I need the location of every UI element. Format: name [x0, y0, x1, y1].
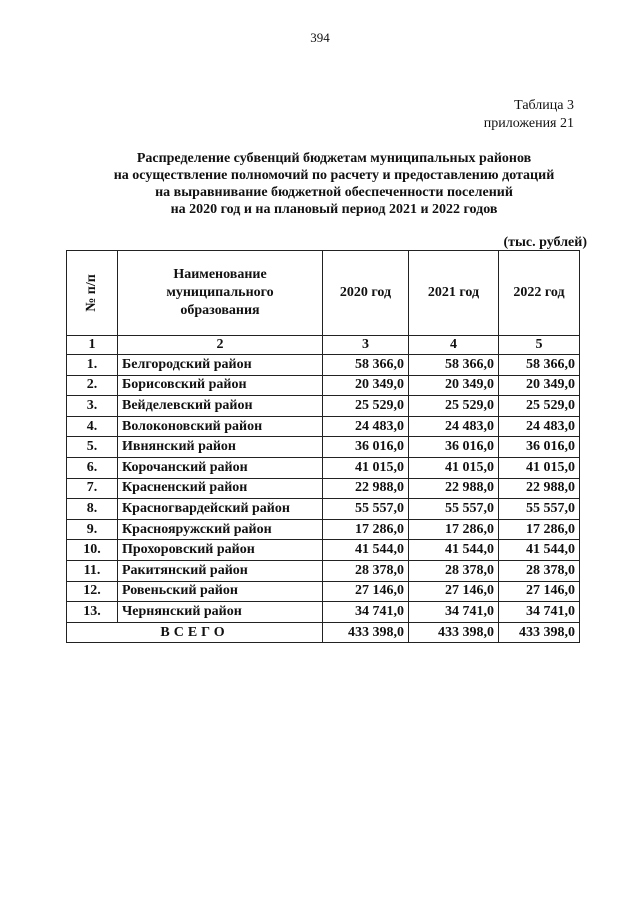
header-2020: 2020 год [323, 251, 409, 336]
header-name-line-2: муниципального [166, 285, 274, 300]
value-2022: 25 529,0 [499, 396, 580, 417]
district-name: Вейделевский район [118, 396, 323, 417]
table-row [67, 375, 580, 396]
value-2021: 28 378,0 [409, 560, 499, 581]
value-2020: 34 741,0 [323, 602, 409, 623]
subventions-table [66, 250, 580, 643]
table-row [67, 499, 580, 520]
row-number: 6. [67, 457, 118, 478]
table-row [67, 457, 580, 478]
value-2021: 27 146,0 [409, 581, 499, 602]
value-2021: 24 483,0 [409, 416, 499, 437]
table-reference [484, 97, 574, 133]
row-number: 13. [67, 602, 118, 623]
district-name: Волоконовский район [118, 416, 323, 437]
row-number: 9. [67, 519, 118, 540]
column-number: 1 [67, 336, 118, 355]
table-row [67, 560, 580, 581]
value-2020: 27 146,0 [323, 581, 409, 602]
value-2020: 36 016,0 [323, 437, 409, 458]
table-row [67, 478, 580, 499]
value-2022: 36 016,0 [499, 437, 580, 458]
row-number: 4. [67, 416, 118, 437]
title-line-4: на 2020 год и на плановый период 2021 и 2022 годов [170, 202, 498, 217]
district-name: Корочанский район [118, 457, 323, 478]
value-2022: 41 544,0 [499, 540, 580, 561]
value-2021: 22 988,0 [409, 478, 499, 499]
district-name: Ивнянский район [118, 437, 323, 458]
header-name-line-1: Наименование [173, 267, 267, 282]
value-2020: 22 988,0 [323, 478, 409, 499]
table-row [67, 396, 580, 417]
row-number: 10. [67, 540, 118, 561]
total-row [67, 622, 580, 643]
value-2020: 41 544,0 [323, 540, 409, 561]
header-name-line-3: образования [180, 303, 260, 318]
value-2020: 55 557,0 [323, 499, 409, 520]
value-2020: 28 378,0 [323, 560, 409, 581]
value-2020: 24 483,0 [323, 416, 409, 437]
district-name: Ровеньский район [118, 581, 323, 602]
header-num [67, 251, 118, 336]
district-name: Ракитянский район [118, 560, 323, 581]
row-number: 3. [67, 396, 118, 417]
title-line-3: на выравнивание бюджетной обеспеченности поселений [155, 185, 513, 200]
row-number: 5. [67, 437, 118, 458]
value-2022: 24 483,0 [499, 416, 580, 437]
document-title [40, 150, 628, 218]
table-row [67, 602, 580, 623]
value-2021: 41 015,0 [409, 457, 499, 478]
column-number: 2 [118, 336, 323, 355]
value-2021: 58 366,0 [409, 355, 499, 376]
district-name: Прохоровский район [118, 540, 323, 561]
row-number: 12. [67, 581, 118, 602]
value-2021: 41 544,0 [409, 540, 499, 561]
value-2020: 58 366,0 [323, 355, 409, 376]
row-number: 11. [67, 560, 118, 581]
value-2022: 20 349,0 [499, 375, 580, 396]
district-name: Краснояружский район [118, 519, 323, 540]
value-2022: 58 366,0 [499, 355, 580, 376]
district-name: Белгородский район [118, 355, 323, 376]
table-ref-line-2: приложения 21 [483, 116, 574, 131]
value-2021: 25 529,0 [409, 396, 499, 417]
total-2021: 433 398,0 [409, 622, 499, 643]
column-numbers-row [67, 336, 580, 355]
value-2021: 36 016,0 [409, 437, 499, 458]
header-2021: 2021 год [409, 251, 499, 336]
row-number: 2. [67, 375, 118, 396]
value-2020: 25 529,0 [323, 396, 409, 417]
table-ref-line-1: Таблица 3 [514, 98, 574, 113]
district-name: Красненский район [118, 478, 323, 499]
title-line-2: на осуществление полномочий по расчету и предоставлению дотаций [113, 168, 555, 183]
header-num-label: № п/п [84, 274, 99, 312]
total-2020: 433 398,0 [323, 622, 409, 643]
district-name: Чернянский район [118, 602, 323, 623]
value-2022: 17 286,0 [499, 519, 580, 540]
table-row [67, 581, 580, 602]
value-2021: 20 349,0 [409, 375, 499, 396]
value-2021: 55 557,0 [409, 499, 499, 520]
table-row [67, 437, 580, 458]
value-2022: 27 146,0 [499, 581, 580, 602]
header-name [118, 251, 323, 336]
value-2021: 34 741,0 [409, 602, 499, 623]
units-label: (тыс. рублей) [503, 235, 587, 250]
value-2022: 41 015,0 [499, 457, 580, 478]
page-number: 394 [310, 30, 330, 45]
district-name: Борисовский район [118, 375, 323, 396]
value-2022: 22 988,0 [499, 478, 580, 499]
title-line-1: Распределение субвенций бюджетам муниципальных районов [136, 151, 532, 166]
table-row [67, 416, 580, 437]
total-label: ВСЕГО [67, 622, 323, 643]
row-number: 8. [67, 499, 118, 520]
table-row [67, 355, 580, 376]
value-2022: 34 741,0 [499, 602, 580, 623]
district-name: Красногвардейский район [118, 499, 323, 520]
row-number: 7. [67, 478, 118, 499]
value-2021: 17 286,0 [409, 519, 499, 540]
value-2022: 28 378,0 [499, 560, 580, 581]
value-2022: 55 557,0 [499, 499, 580, 520]
value-2020: 20 349,0 [323, 375, 409, 396]
column-number: 3 [323, 336, 409, 355]
value-2020: 41 015,0 [323, 457, 409, 478]
value-2020: 17 286,0 [323, 519, 409, 540]
header-2022: 2022 год [499, 251, 580, 336]
table-row [67, 540, 580, 561]
row-number: 1. [67, 355, 118, 376]
column-number: 4 [409, 336, 499, 355]
total-2022: 433 398,0 [499, 622, 580, 643]
column-number: 5 [499, 336, 580, 355]
table-row [67, 519, 580, 540]
header-row [67, 251, 580, 336]
